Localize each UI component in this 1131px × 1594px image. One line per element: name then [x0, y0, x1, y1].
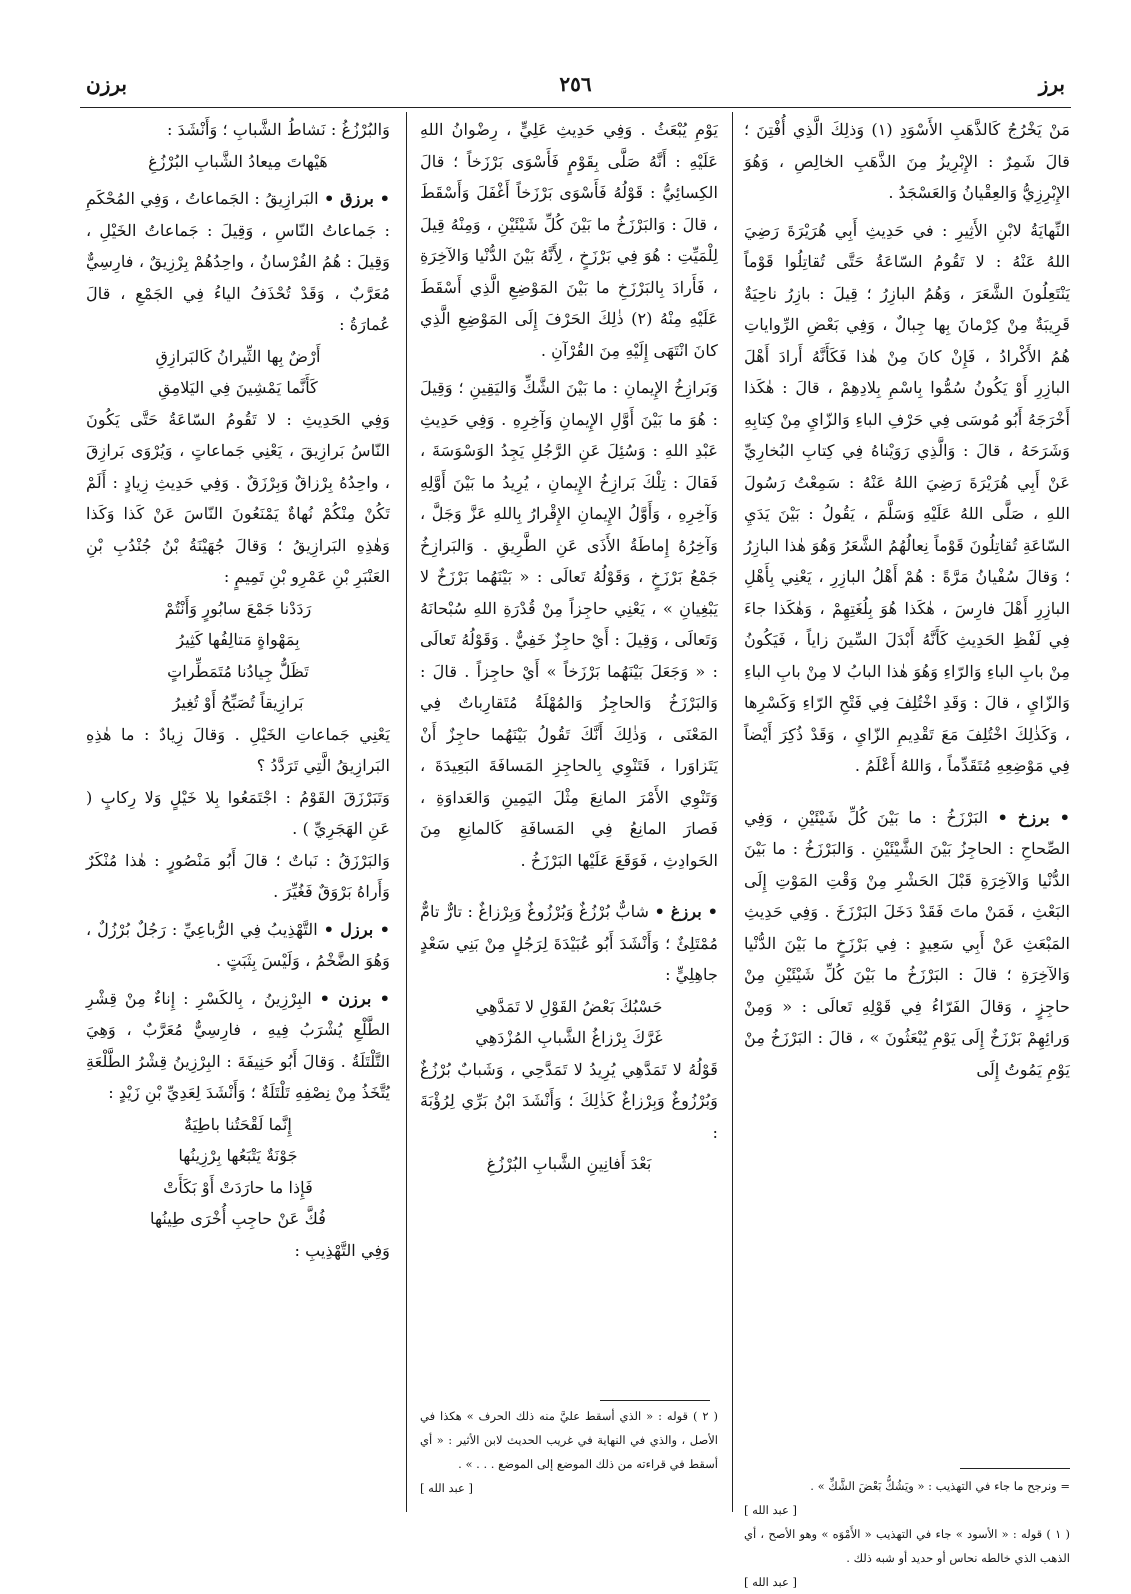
entry-text: البِرْزِينُ ، بِالكَسْرِ : إِناءٌ مِنْ قِشْرِ الطَّلْعِ يُشْرَبُ فِيهِ ، فارِسِيٌّ مُعَرَّبٌ ، وَهِيَ التَّلْتَلَةُ . وَقالَ أَبُو حَنِيفَةَ : البِرْزِينُ قِشْرُ الطَّلْعَةِ يُتَّخَذُ مِنْ نِصْفِهِ تَلْتَلَةٌ ؛ وَأَنْشَدَ لِعَدِيِّ بْنِ زَيْدٍ : — [86, 988, 390, 1102]
footnote-rule — [600, 1400, 710, 1401]
column-divider — [732, 112, 733, 1512]
entry-head: • برزق • — [323, 189, 391, 208]
verse-line: بَعْدَ أَفانِينِ الشَّبابِ البُرْزُغِ — [486, 1154, 652, 1173]
header-rule — [80, 107, 1071, 108]
entry-barzal — [86, 914, 390, 977]
spacer — [744, 782, 1070, 796]
entry-head: • برزن • — [319, 988, 390, 1008]
verse-line: فَإِذا ما حارَدَتْ أَوْ بَكَأَتْ — [163, 1177, 313, 1197]
paragraph: النِّهايَةُ لابْنِ الأَثِيرِ : في حَدِيثِ أَبِي هُرَيْرَةَ رَضِيَ اللهُ عَنْهُ : لا تَقُومُ السّاعَةُ حَتَّى تُقاتِلُوا قَوْماً يَنْتَعِلُونَ الشَّعَرَ ، وَهُمُ البازِرُ ؛ قِيلَ : بازِرُ ناحِيَةٌ قَرِيبَةٌ مِنْ كِرْمانَ بِها جِبالٌ ، وَفِي بَعْضِ الرِّواياتِ هُمُ الأَكْرادُ ، فَإِنْ كانَ مِنْ هٰذا فَكَأَنَّهُ أَرادَ أَهْلَ البازِرِ أَوْ يَكُونُ سُمُّوا بِاسْمِ بِلادِهِمْ ، قالَ : هٰكَذا أَخْرَجَهُ أَبُو مُوسَى فِي حَرْفِ الباءِ وَالزّايِ مِنْ كِتابِهِ وَشَرَحَهُ ، قالَ : وَالَّذِي رَوَيْناهُ فِي كِتابِ البُخارِيِّ عَنْ أَبِي هُرَيْرَةَ رَضِيَ اللهُ عَنْهُ : سَمِعْتُ رَسُولَ اللهِ ، صَلَّى اللهُ عَلَيْهِ وَسَلَّمَ ، يَقُولُ : بَيْنَ يَدَيِ السّاعَةِ تُقاتِلُونَ قَوْماً نِعالُهُمُ الشَّعَرُ وَهُوَ هٰذا البازِرُ ؛ وَقالَ سُفْيانُ مَرَّةً : هُمْ أَهْلُ البازِرِ ، يَعْنِي بِأَهْلِ البازِرِ أَهْلَ فارِسَ ، هٰكَذا هُوَ بِلُغَتِهِمْ ، وَهٰكَذا جاءَ فِي لَفْظِ الحَدِيثِ كَأَنَّهُ أَبْدَلَ السِّينَ زاياً ، فَيَكُونُ مِنْ بابِ الباءِ وَالرّاءِ وَهُوَ هٰذا البابُ لا مِنْ بابِ الباءِ وَالزّايِ ، قالَ : وَقَدِ اخْتُلِفَ فِي فَتْحِ الرّاءِ وَكَسْرِها ، وَكَذٰلِكَ اخْتُلِفَ مَعَ تَقْدِيمِ الزّايِ ، وَقَدْ ذُكِرَ أَيْضاً فِي مَوْضِعِهِ مُتَقَدِّماً ، وَاللهُ أَعْلَمُ . — [744, 220, 1070, 775]
verse-line: جَوْنَةٌ يَتْبَعُها بِرْزِينُها — [178, 1146, 298, 1165]
verse-line: تَظَلُّ جِيادُنا مُتَمَطِّراتٍ — [167, 661, 309, 681]
paragraph: قَوْلُهُ لا تَمَدَّهِي يُرِيدُ لا تَمَدَّحِي ، وَشَبابٌ بُرْزُغٌ وَبُرْزُوغٌ وَبِرْزاغٌ كَذٰلِكَ ؛ وَأَنْشَدَ ابْنُ بَرِّي لِرُؤْبَةَ : — [420, 1059, 718, 1142]
footnote-signature: [ عبد الله ] — [744, 1575, 798, 1589]
entry-text: البَرازِيقُ : الجَماعاتُ ، وَفِي المُحْكَمِ : جَماعاتُ النّاسِ ، وَقِيلَ : جَماعاتُ الخَيْلِ ، وَقِيلَ : هُمُ الفُرْسانُ ، واحِدُهُمْ بِرْزِيقٌ ، فارِسِيٌّ مُعَرَّبٌ ، وَقَدْ تُحْذَفُ الياءُ فِي الجَمْعِ ، قالَ عُمارَةُ : — [86, 189, 390, 334]
footnote: ( ٢ ) قوله : « الذي أسقط عليَّ منه ذلك الحرف » هكذا في الأصل ، والذي في النهاية في غريب الحديث لابن الأثير : « أي أسقط في قراءته من ذلك الموضع إلى الموضع . . . » . — [420, 1409, 718, 1471]
column-divider — [406, 112, 407, 1512]
verse-line: هَيْهاتَ مِيعادُ الشَّبابِ البُرْزُغِ — [148, 151, 328, 171]
footnote-signature: [ عبد الله ] — [744, 1503, 798, 1517]
footnote: = ونرجح ما جاء في التهذيب : « ويَشُكُّ بَعْضَ الشَّكِّ » . — [810, 1479, 1070, 1493]
entry-head: • برزخ • — [997, 807, 1071, 827]
column-left — [86, 114, 390, 1266]
footnote-rule — [960, 1468, 1070, 1469]
entry-text: التَّهْذِيبُ فِي الرُّباعِيِّ : رَجُلٌ بُرْزُلٌ ، وَهُوَ الضَّخْمُ ، وَلَيْسَ بِثَبَتٍ . — [86, 919, 390, 970]
paragraph: يَعْنِي جَماعاتِ الخَيْلِ . وَقالَ زِيادٌ : ما هٰذِهِ البَرازِيقُ الَّتِي تَرَدَّدُ ؟ — [86, 724, 390, 775]
paragraph: وَبَرازِخُ الإِيمانِ : ما بَيْنَ الشَّكِّ وَاليَقِينِ ؛ وَقِيلَ : هُوَ ما بَيْنَ أَوَّلِ الإِيمانِ وَآخِرِهِ . وَفِي حَدِيثِ عَبْدِ اللهِ : وَسُئِلَ عَنِ الرَّجُلِ يَجِدُ الوَسْوَسَةَ ، فَقالَ : تِلْكَ بَرازِخُ الإِيمانِ ، يُرِيدُ ما بَيْنَ أَوَّلِهِ وَآخِرِهِ ، وَأَوَّلُ الإِيمانِ الإِقْرارُ بِاللهِ عَزَّ وَجَلَّ ، وَآخِرُهُ إِماطَةُ الأَذَى عَنِ الطَّرِيقِ . وَالبَرازِخُ جَمْعُ بَرْزَخٍ ، وَقَوْلُهُ تَعالَى : « بَيْنَهُما بَرْزَخٌ لا يَبْغِيانِ » ، يَعْنِي حاجِزاً مِنْ قُدْرَةِ اللهِ سُبْحانَهُ وَتَعالَى ، وَقِيلَ : أَيْ حاجِزٌ خَفِيٌّ . وَقَوْلُهُ تَعالَى : « وَجَعَلَ بَيْنَهُما بَرْزَخاً » أَيْ حاجِزاً . قالَ : وَالبَرْزَخُ وَالحاجِزُ وَالمُهْلَةُ مُتَقارِباتٌ فِي المَعْنَى ، وَذٰلِكَ أَنَّكَ تَقُولُ بَيْنَهُما حاجِزٌ أَنْ يَتَزاوَرا ، فَتَنْوِي بِالحاجِزِ المَسافَةَ البَعِيدَةَ ، وَتَنْوِي الأَمْرَ المانِعَ مِثْلَ اليَمِينِ وَالعَداوَةِ ، فَصارَ المانِعُ فِي المَسافَةِ كَالمانِعِ مِنَ الحَوادِثِ ، فَوَقَعَ عَلَيْها البَرْزَخُ . — [420, 378, 718, 870]
column-middle — [420, 114, 718, 1180]
verse-line: إِنَّما لَقْحَتُنا باطِيَةٌ — [184, 1114, 292, 1134]
verse-line: أَرْضٌ بِها الثِّيرانُ كَالبَرازِقِ — [155, 346, 321, 366]
paragraph: وَالبَرْزَقُ : نَباتٌ ؛ قالَ أَبُو مَنْصُورٍ : هٰذا مُنْكَرٌ وَأَراهُ بَرْوَقٌ فَغُيِّرَ . — [86, 850, 390, 901]
entry-barzagh — [420, 896, 718, 991]
verse-line: رَدَدْنا جَمْعَ سابُورٍ وَأَنْتُمْ — [164, 598, 312, 618]
entry-barzakh — [744, 802, 1070, 1086]
entry-barzan — [86, 983, 390, 1109]
page-header — [80, 70, 1071, 104]
entry-barzaq — [86, 183, 390, 341]
entry-text: شابٌّ بُرْزُغٌ وَبُرْزُوغٌ وَبِرْزاغٌ : تارٌّ تامٌّ مُمْتَلِئٌ ؛ وَأَنْشَدَ أَبُو عُبَيْدَةَ لِرَجُلٍ مِنْ بَنِي سَعْدٍ جاهِلِيٍّ : — [420, 902, 718, 984]
entry-text: البَرْزَخُ : ما بَيْنَ كُلِّ شَيْئَيْنِ ، وَفِي الصِّحاحِ : الحاجِزُ بَيْنَ الشَّيْئَيْنِ . وَالبَرْزَخُ : ما بَيْنَ الدُّنْيا وَالآخِرَةِ قَبْلَ الحَشْرِ مِنْ وَقْتِ المَوْتِ إِلَى البَعْثِ ، فَمَنْ ماتَ فَقَدْ دَخَلَ البَرْزَخَ . وَفِي حَدِيثِ المَبْعَثِ عَنْ أَبِي سَعِيدٍ : فِي بَرْزَخٍ ما بَيْنَ الدُّنْيا وَالآخِرَةِ ؛ قالَ : البَرْزَخُ ما بَيْنَ كُلِّ شَيْئَيْنِ مِنْ حاجِزٍ ، وَقالَ الفَرّاءُ فِي قَوْلِهِ تَعالَى : « وَمِنْ وَرائِهِمْ بَرْزَخٌ إِلَى يَوْمِ يُبْعَثُونَ » ، قالَ : البَرْزَخُ مِنْ يَوْمِ يَمُوتُ إِلَى — [744, 807, 1070, 1079]
page-number: ٢٥٦ — [559, 72, 592, 96]
verse-line: بِمَهْواةٍ مَتالِفُها كَثِيرُ — [176, 630, 300, 649]
paragraph: وَفِي الحَدِيثِ : لا تَقُومُ السّاعَةُ حَتَّى يَكُونَ النّاسُ بَرازِيقَ ، يَعْنِي جَماعاتٍ ، وَيُرْوَى بَرازِقَ ، واحِدُهُ بِرْزاقٌ وَبِرْزَقٌ . وَفِي حَدِيثِ زِيادٍ : أَلَمْ تَكُنْ مِنْكُمْ نُهاةٌ يَمْنَعُونَ النّاسَ عَنْ كَذا وَكَذا وَهٰذِهِ البَرازِيقُ ؛ وَقالَ جُهَيْنَةُ بْنُ جُنْدُبِ بْنِ العَنْبَرِ بْنِ عَمْرِو بْنِ تَمِيمٍ : — [86, 409, 390, 586]
entry-head: • برزغ • — [654, 902, 718, 921]
verse-line: كَأَنَّما يَمْشِينَ فِي اليَلامِقِ — [158, 378, 318, 397]
paragraph: يَوْمِ يُبْعَثُ . وَفِي حَدِيثِ عَلِيٍّ ، رِضْوانُ اللهِ عَلَيْهِ : أَنَّهُ صَلَّى بِقَوْمٍ فَأَسْوَى بَرْزَخاً ؛ قالَ الكِسائِيُّ : قَوْلُهُ فَأَسْوَى بَرْزَخاً أَغْفَلَ وَأَسْقَطَ ، قالَ : وَالبَرْزَخُ ما بَيْنَ كُلِّ شَيْئَيْنِ ، وَمِنْهُ قِيلَ لِلْمَيِّتِ : هُوَ فِي بَرْزَخٍ ، لِأَنَّهُ بَيْنَ الدُّنْيا وَالآخِرَةِ ، فَأَرادَ بِالبَرْزَخِ ما بَيْنَ المَوْضِعِ الَّذِي أَسْقَطَ عَلَيْهِ مِنْهُ (٢) ذٰلِكَ الحَرْفَ إِلَى المَوْضِعِ الَّذِي كانَ انْتَهَى إِلَيْهِ مِنَ القُرْآنِ . — [420, 120, 718, 360]
paragraph: مَنْ يَخْرُجُ كَالذَّهَبِ الأَسْوَدِ (١) وَذلِكَ الَّذِي أُفْتِنَ ؛ قالَ شَمِرٌ : الإِبْرِيزُ مِنَ الذَّهَبِ الخالِصِ ، وَهُوَ الإِبْرِزِيُّ وَالعِقْيانُ وَالعَسْجَدُ . — [744, 120, 1071, 202]
footnotes-right — [744, 1474, 1070, 1594]
verse-line: بَرازِيقاً تُصَبِّحُ أَوْ تُغِيرُ — [172, 693, 304, 712]
footnote-signature: [ عبد الله ] — [420, 1481, 474, 1495]
header-root-right: برز — [1038, 72, 1065, 96]
footnotes-middle — [420, 1404, 718, 1500]
verse-line: فُكَّ عَنْ حاجِبِ أُخْرَى طِينُها — [150, 1209, 326, 1228]
verse-line: حَسْبُكَ بَعْضُ القَوْلِ لا تَمَدَّهِي — [475, 996, 663, 1016]
footnote: ( ١ ) قوله : « الأسود » جاء في التهذيب « الأَمْوَه » وهو الأصح ، أي الذهب الذي خالطه نحاس أو حديد أو شبه ذلك . — [744, 1527, 1070, 1565]
header-root-left: برزن — [86, 72, 127, 96]
verse-line: غَرَّكَ بِرْزاغُ الشَّبابِ المُزْدَهِي — [475, 1028, 663, 1047]
paragraph: وَالبُرْزُغُ : نَشاطُ الشَّبابِ ؛ وَأَنْشَدَ : — [167, 120, 390, 139]
entry-head: • برزل • — [323, 919, 390, 939]
spacer — [420, 876, 718, 890]
paragraph: وَتَبَرْزَقَ القَوْمُ : اجْتَمَعُوا بِلا خَيْلٍ وَلا رِكابٍ ( عَنِ الهَجَرِيِّ ) . — [86, 787, 390, 838]
paragraph: وَفِي التَّهْذِيبِ : — [294, 1240, 390, 1260]
column-right — [744, 114, 1070, 1085]
